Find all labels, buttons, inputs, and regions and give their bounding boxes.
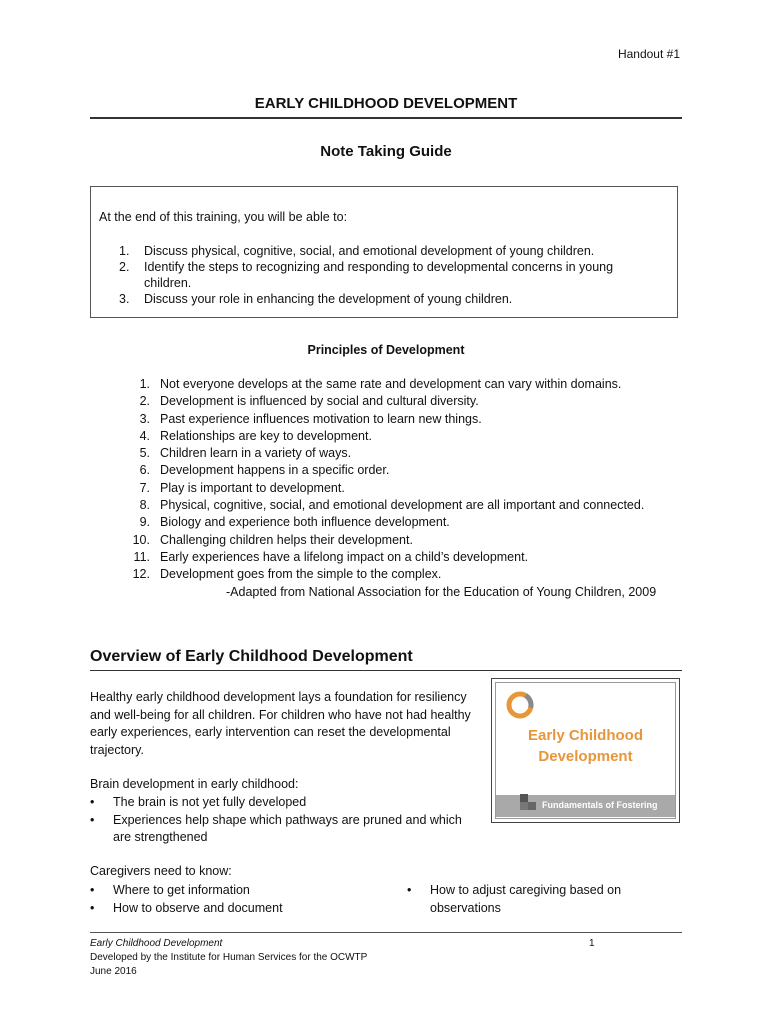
principle-text: Children learn in a variety of ways. <box>160 446 352 461</box>
principle-text: Development goes from the simple to the complex. <box>160 567 442 582</box>
bullet-text: How to observe and document <box>113 900 283 915</box>
principle-text: Development is influenced by social and cultural diversity. <box>160 394 479 409</box>
objectives-intro: At the end of this training, you will be able to: <box>99 210 348 224</box>
bullet-icon: • <box>90 812 95 827</box>
slide-title-line2: Development <box>538 748 633 765</box>
slide-band-text: Fundamentals of Fostering <box>542 800 658 810</box>
caregivers-intro: Caregivers need to know: <box>90 864 232 878</box>
principle-number: 1. <box>139 377 150 391</box>
bullet-icon: • <box>90 883 95 897</box>
bullet-text: How to adjust caregiving based on observations <box>430 883 622 915</box>
toy-blocks-icon <box>518 792 538 812</box>
principle-text: Challenging children helps their development. <box>160 532 413 547</box>
slide-band <box>496 795 675 817</box>
bullet-icon: • <box>407 883 412 897</box>
brain-list <box>90 794 480 847</box>
principle-number: 6. <box>139 463 150 478</box>
bullet-item <box>90 794 480 812</box>
principle-number: 4. <box>139 428 150 443</box>
objectives-list <box>99 243 659 307</box>
principle-text: Play is important to development. <box>160 480 345 495</box>
footer-divider <box>90 932 682 933</box>
objective-item <box>99 243 659 259</box>
objective-text: Discuss your role in enhancing the development of young children. <box>144 292 513 306</box>
document-title: EARLY CHILDHOOD DEVELOPMENT <box>254 95 518 112</box>
slide-thumbnail <box>491 678 680 823</box>
footer-doc-title: Early Childhood Development <box>90 938 223 949</box>
principle-number: 11. <box>133 549 150 564</box>
bullet-item <box>90 812 480 847</box>
principle-item <box>90 376 680 393</box>
overview-paragraph: Healthy early childhood development lays a foundation for resiliency and well-being for all children. For children who have not had healthy early experiences, early intervention can reset the developmental trajectory. <box>90 690 471 757</box>
handout-label: Handout #1 <box>617 47 680 61</box>
slide-frame <box>495 682 676 819</box>
principle-item <box>90 497 680 514</box>
principles-heading: Principles of Development <box>307 343 465 357</box>
caregivers-list-right <box>407 882 667 917</box>
principle-number: 9. <box>139 515 150 530</box>
title-divider <box>90 117 682 119</box>
principle-number: 12. <box>132 567 150 582</box>
principle-number: 8. <box>139 498 150 513</box>
bullet-text: Experiences help shape which pathways are pruned and which are strengthened <box>113 812 462 844</box>
principle-item <box>90 428 680 445</box>
footer-date: June 2016 <box>90 966 137 977</box>
slide-title-line1: Early Childhood <box>527 727 643 744</box>
objective-item <box>99 291 659 307</box>
principle-item <box>90 411 680 428</box>
bullet-icon: • <box>90 795 95 809</box>
objective-item <box>99 259 659 291</box>
principle-item <box>90 514 680 531</box>
document-subtitle: Note Taking Guide <box>320 143 452 160</box>
overview-divider <box>90 670 682 671</box>
page-number: 1 <box>589 938 595 949</box>
circle-logo-icon <box>506 691 534 719</box>
bullet-text: The brain is not yet fully developed <box>113 795 307 809</box>
principles-list <box>90 376 680 584</box>
principle-text: Relationships are key to development. <box>160 428 372 443</box>
bullet-item <box>90 900 370 918</box>
objective-text: Discuss physical, cognitive, social, and emotional development of young children. <box>144 244 595 258</box>
brain-intro: Brain development in early childhood: <box>90 777 299 791</box>
bullet-icon: • <box>90 900 95 915</box>
principle-item <box>90 462 680 479</box>
bullet-item <box>407 882 667 917</box>
principle-item <box>90 532 680 549</box>
principle-number: 5. <box>139 446 150 461</box>
objective-number: 2. <box>119 260 130 274</box>
principle-number: 3. <box>139 411 150 426</box>
objective-number: 1. <box>119 244 130 258</box>
principle-text: Early experiences have a lifelong impact on a child’s development. <box>160 549 529 564</box>
principle-text: Past experience influences motivation to learn new things. <box>160 411 482 426</box>
principle-item <box>90 566 680 583</box>
principle-item <box>90 480 680 497</box>
principle-text: Biology and experience both influence development. <box>160 515 450 530</box>
principle-number: 7. <box>139 480 150 495</box>
slide-title <box>496 725 675 767</box>
objective-number: 3. <box>119 292 130 306</box>
principle-number: 2. <box>139 394 150 409</box>
principle-text: Not everyone develops at the same rate and development can vary within domains. <box>160 377 622 391</box>
footer-credit: Developed by the Institute for Human Services for the OCWTP <box>90 952 368 963</box>
caregivers-list-left <box>90 882 370 917</box>
principle-number: 10. <box>132 532 150 547</box>
objective-text: Identify the steps to recognizing and responding to developmental concerns in young children. <box>144 260 614 290</box>
overview-heading: Overview of Early Childhood Development <box>90 648 413 665</box>
principle-item <box>90 549 680 566</box>
bullet-text: Where to get information <box>113 883 250 897</box>
principle-item <box>90 445 680 462</box>
principles-attribution: -Adapted from National Association for the Education of Young Children, 2009 <box>226 585 657 599</box>
principle-text: Development happens in a specific order. <box>160 463 390 478</box>
bullet-item <box>90 882 370 900</box>
principle-text: Physical, cognitive, social, and emotional development are all important and connected. <box>160 498 645 513</box>
principle-item <box>90 393 680 410</box>
